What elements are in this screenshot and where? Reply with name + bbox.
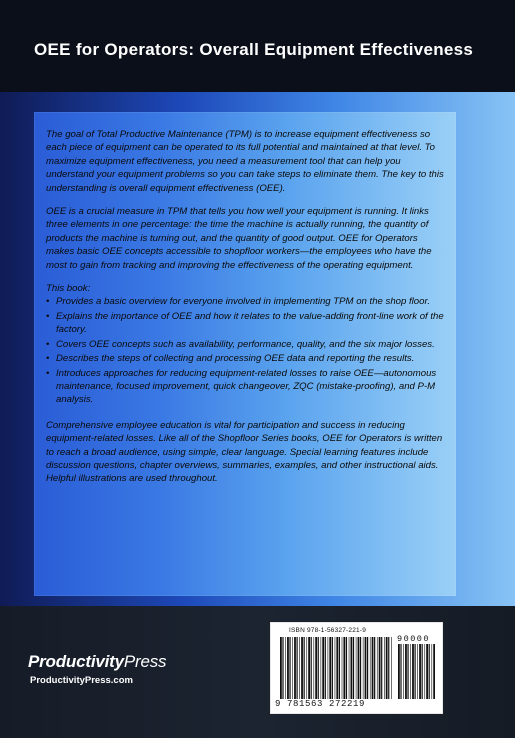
- description-paragraph-3: Comprehensive employee education is vital for participation and success in reducing equipment-related losses. Like all of the Shopfloor Series books, OEE for Operators is written to reach a broad audience, using simple, clear language. Special learning features include discussion questions, chapter overviews, summaries, examples, and other instructional aids. Helpful illustrations are used throughout.: [46, 419, 443, 485]
- barcode-icon: [279, 637, 393, 699]
- barcode-addon-icon: [397, 644, 435, 699]
- list-item-text: Describes the steps of collecting and processing OEE data and reporting the results.: [56, 353, 415, 365]
- bullet-icon: •: [46, 353, 50, 365]
- description-paragraph-1: The goal of Total Productive Maintenance (TPM) is to increase equipment effectiveness so each piece of equipment can be operated to its full potential and maintained at that level. To maximize equipment effectiveness, you need a measurement tool that can help you understand your equipment problems so you can take steps to eliminate them. The key to this understanding is overall equipment effectiveness (OEE).: [46, 129, 444, 194]
- list-intro: This book:: [46, 283, 91, 295]
- description-paragraph-2: OEE is a crucial measure in TPM that tells you how well your equipment is running. It links three elements in one percentage: the time the machine is actually running, the quantity of products the machine is turning out, and the quantity of good output. OEE for Operators makes basic OEE concepts accessible to shopfloor workers—the employees who have the most to gain from tracking and improving the effectiveness of the operating equipment.: [46, 206, 432, 271]
- isbn-label: ISBN 978-1-56327-221-9: [289, 627, 367, 634]
- list-item: [46, 310, 446, 337]
- description-panel: [34, 112, 456, 596]
- barcode-box: [270, 622, 443, 714]
- publisher-logo: [28, 652, 166, 672]
- list-item: [46, 352, 446, 365]
- bullet-icon: •: [46, 367, 50, 379]
- book-title: OEE for Operators: Overall Equipment Effectiveness: [34, 40, 474, 59]
- bullet-icon: •: [46, 338, 50, 350]
- list-item: [46, 367, 446, 407]
- list-item-text: Explains the importance of OEE and how it relates to the value-adding front-line work of the factory.: [56, 310, 444, 336]
- list-item-text: Covers OEE concepts such as availability, performance, quality, and the six major losses.: [56, 338, 435, 350]
- feature-list: [46, 295, 446, 406]
- list-item: [46, 295, 446, 308]
- publisher-logo-press: Press: [123, 652, 167, 671]
- title-band: [0, 0, 515, 92]
- list-item-text: Introduces approaches for reducing equipment-related losses to raise OEE—autonomous maintenance, focused improvement, quick changeover, ZQC (mistake-proofing), and P-M analysis.: [56, 367, 437, 406]
- description-text: [46, 128, 446, 496]
- bullet-icon: •: [46, 310, 50, 322]
- barcode-digits: 9 781563 272219: [275, 699, 366, 709]
- publisher-logo-main: Productivity: [28, 652, 124, 671]
- publisher-url: ProductivityPress.com: [30, 675, 133, 686]
- list-item: [46, 338, 446, 351]
- bullet-icon: •: [46, 296, 50, 308]
- price-code: 90000: [397, 634, 431, 644]
- list-item-text: Provides a basic overview for everyone involved in implementing TPM on the shop floor.: [56, 296, 430, 308]
